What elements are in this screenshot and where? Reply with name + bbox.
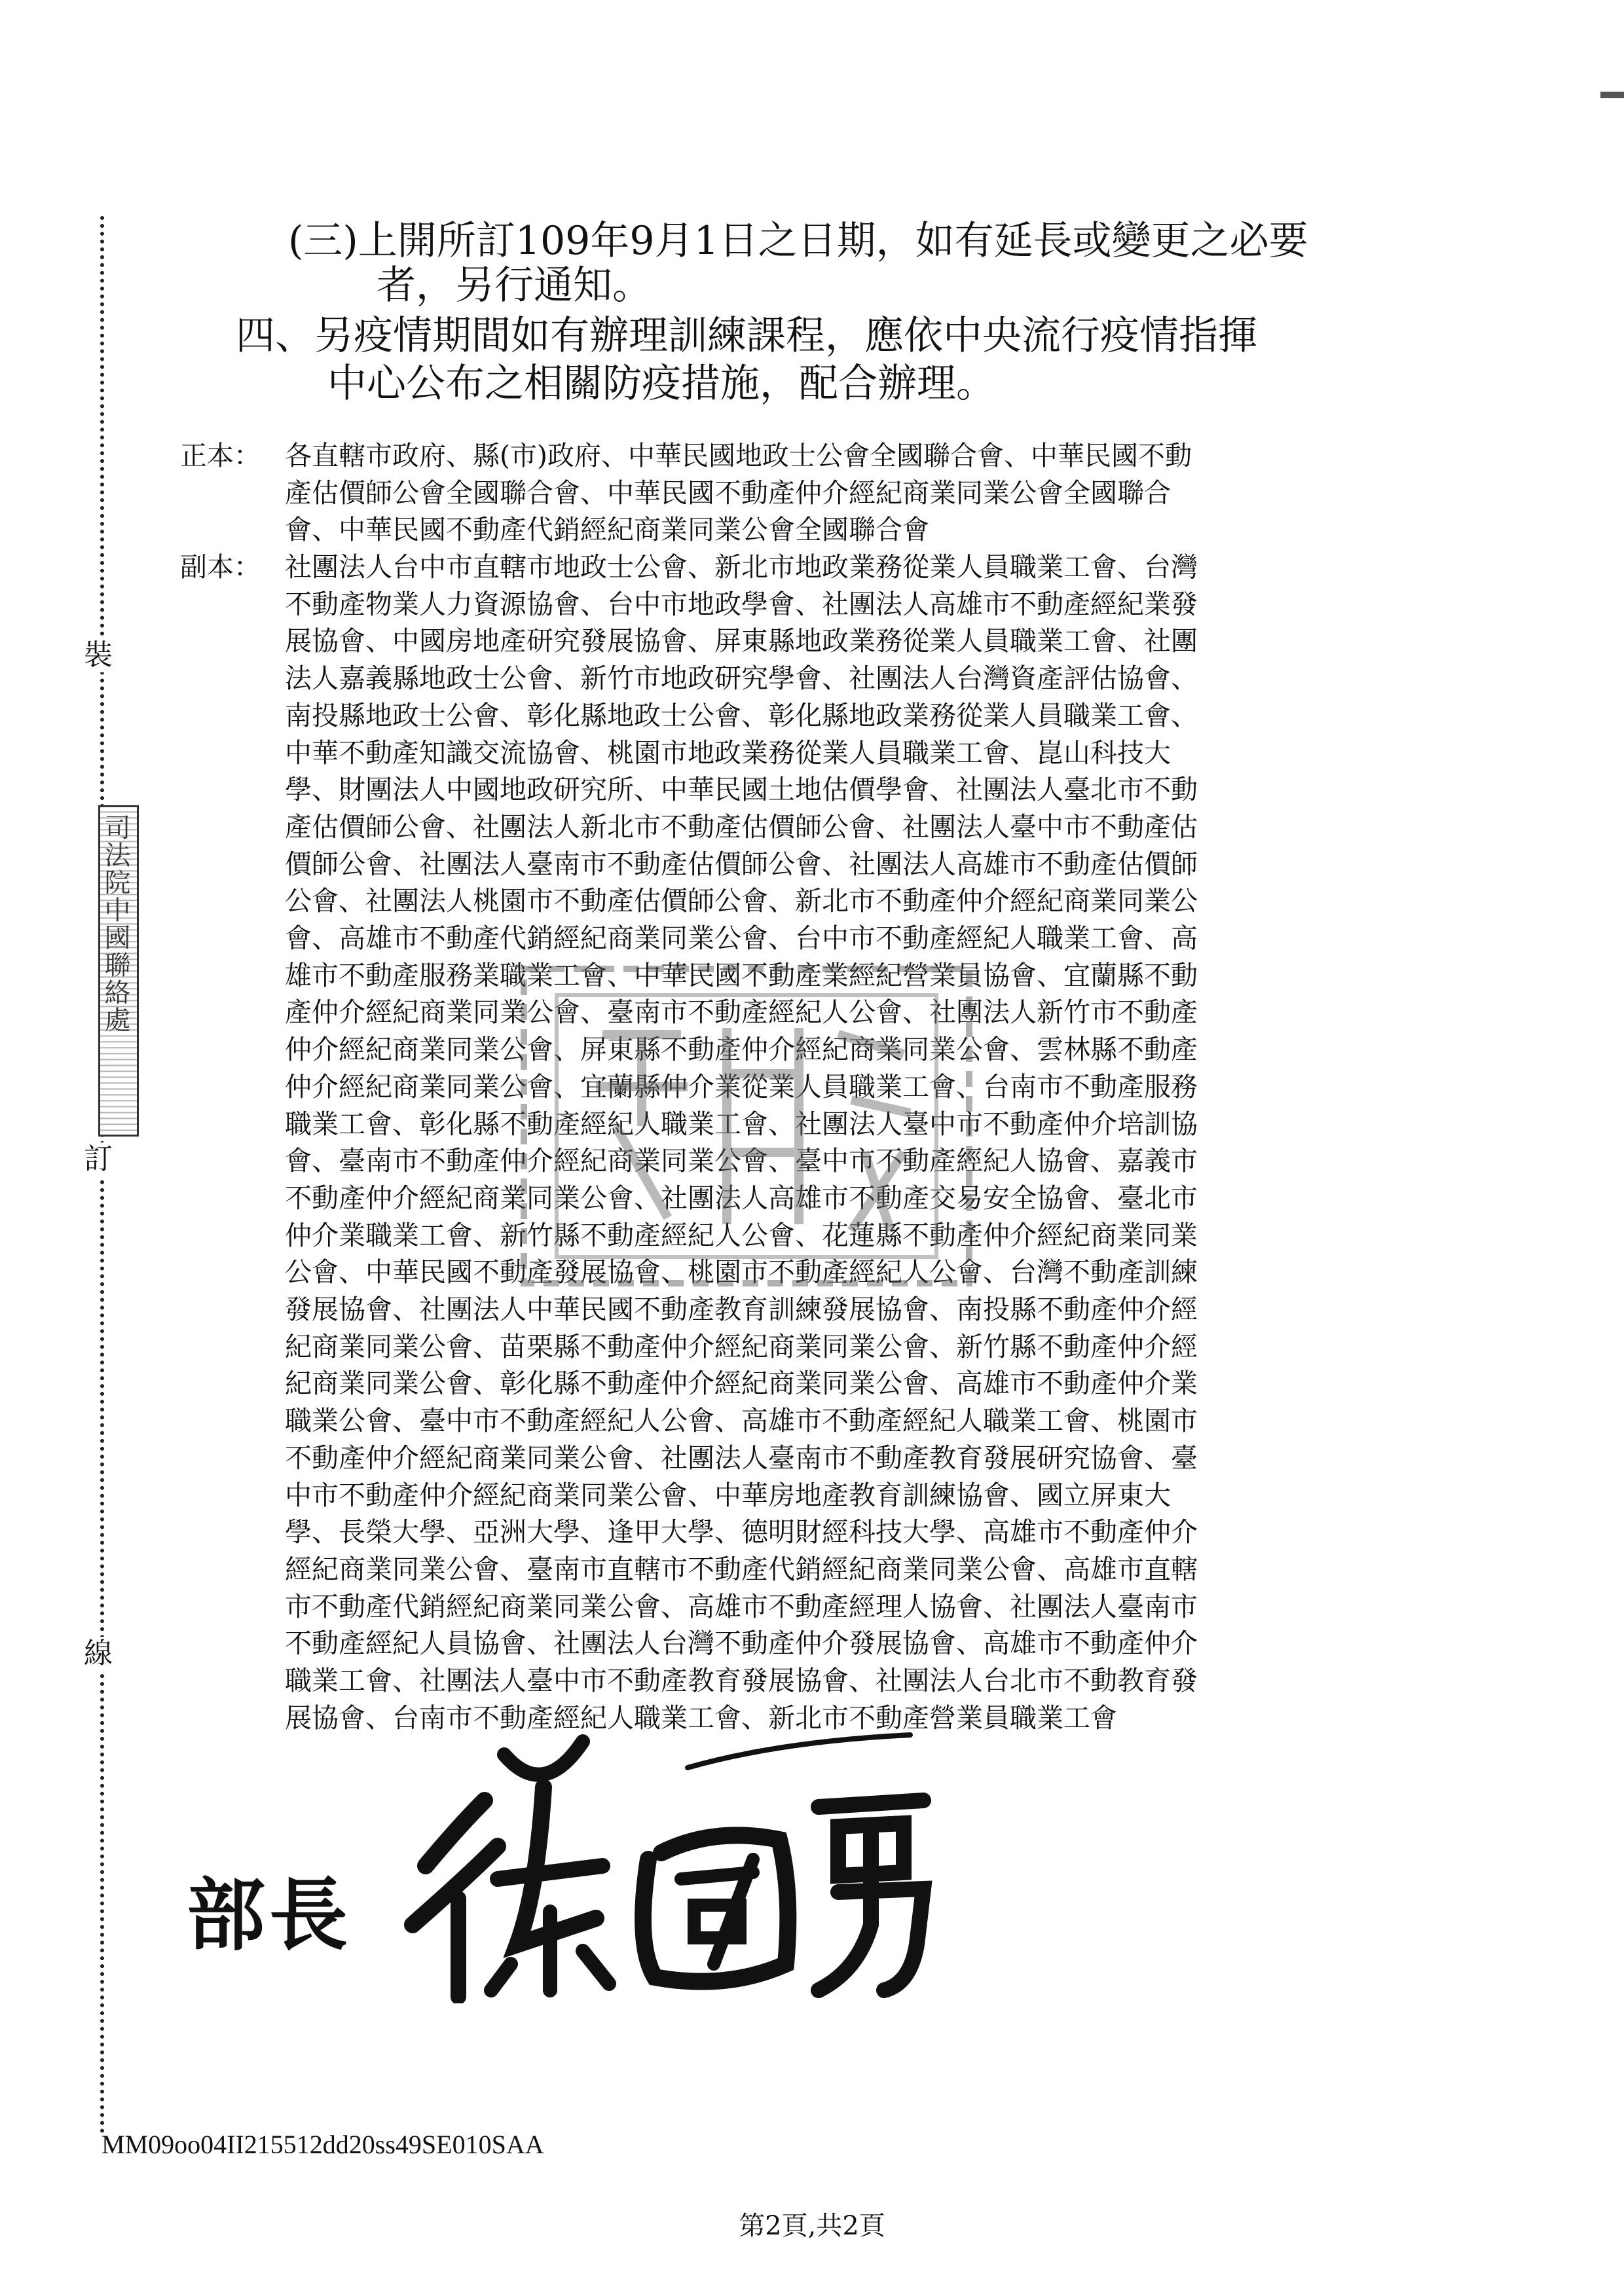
- copy-recipients-line: 市不動產代銷經紀商業同業公會、高雄市不動產經理人協會、社團法人臺南市: [285, 1590, 1198, 1622]
- copy-recipients-line: 產仲介經紀商業同業公會、臺南市不動產經紀人公會、社團法人新竹市不動產: [285, 996, 1198, 1029]
- copy-recipients-line: 不動產仲介經紀商業同業公會、社團法人高雄市不動產交易安全協會、臺北市: [285, 1182, 1198, 1214]
- copy-recipients-line: 中華不動產知識交流協會、桃園市地政業務從業人員職業工會、崑山科技大: [285, 737, 1171, 769]
- copy-recipients-line: 仲介經紀商業同業公會、宜蘭縣仲介業從業人員職業工會、台南市不動產服務: [285, 1070, 1198, 1102]
- copy-recipients-line: 雄市不動產服務業職業工會、中華民國不動產業經紀營業員協會、宜蘭縣不動: [285, 959, 1198, 991]
- page-number: 第2頁,共2頁: [739, 2211, 885, 2241]
- copy-recipients-label: 副本：: [180, 551, 261, 583]
- copy-recipients-line: 學、長榮大學、亞洲大學、逢甲大學、德明財經科技大學、高雄市不動產仲介: [285, 1516, 1198, 1548]
- copy-recipients-line: 不動產仲介經紀商業同業公會、社團法人臺南市不動產教育發展研究協會、臺: [285, 1442, 1198, 1474]
- copy-recipients-line: 不動產物業人力資源協會、台中市地政學會、社團法人高雄市不動產經紀業發: [285, 588, 1198, 620]
- copy-recipients-line: 紀商業同業公會、苗栗縣不動產仲介經紀商業同業公會、新竹縣不動產仲介經: [285, 1330, 1198, 1362]
- copy-recipients-line: 發展協會、社團法人中華民國不動產教育訓練發展協會、南投縣不動產仲介經: [285, 1294, 1198, 1326]
- signature-title: 部長: [187, 1870, 352, 1961]
- item-4-line-1: 四、另疫情期間如有辦理訓練課程，應依中央流行疫情指揮: [236, 313, 1257, 359]
- copy-recipients-line: 職業工會、彰化縣不動產經紀人職業工會、社團法人臺中市不動產仲介培訓協: [285, 1108, 1198, 1140]
- copy-recipients-line: 社團法人台中市直轄市地政士公會、新北市地政業務從業人員職業工會、台灣: [285, 551, 1198, 583]
- main-recipients-line: 各直轄市政府、縣(市)政府、中華民國地政士公會全國聯合會、中華民國不動: [285, 440, 1192, 471]
- copy-recipients-line: 會、臺南市不動產仲介經紀商業同業公會、臺中市不動產經紀人協會、嘉義市: [285, 1145, 1198, 1177]
- copy-recipients-line: 公會、社團法人桃園市不動產估價師公會、新北市不動產仲介經紀商業同業公: [285, 885, 1198, 917]
- side-receipt-stamp: [98, 805, 139, 1137]
- copy-recipients-line: 職業工會、社團法人臺中市不動產教育發展協會、社團法人台北市不動教育發: [285, 1665, 1198, 1697]
- binding-mark-xian: 線: [84, 1637, 113, 1670]
- copy-recipients-line: 法人嘉義縣地政士公會、新竹市地政研究學會、社團法人台灣資產評估協會、: [285, 663, 1198, 695]
- binding-mark-ding: 訂: [84, 1142, 113, 1176]
- main-recipients-body: [285, 437, 1575, 549]
- copy-recipients-line: 展協會、台南市不動產經紀人職業工會、新北市不動產營業員職業工會: [285, 1702, 1117, 1734]
- corner-mark: [1600, 92, 1624, 98]
- item-3-line-2: 者，另行通知。: [377, 263, 652, 308]
- document-barcode-text: MM09oo04II215512dd20ss49SE010SAA: [101, 2130, 544, 2159]
- copy-recipients-line: 展協會、中國房地產研究發展協會、屏東縣地政業務從業人員職業工會、社團: [285, 625, 1198, 657]
- copy-recipients-line: 中市不動產仲介經紀商業同業公會、中華房地產教育訓練協會、國立屏東大: [285, 1479, 1171, 1511]
- main-recipients-line: 會、中華民國不動產代銷經紀商業同業公會全國聯合會: [285, 514, 929, 546]
- copy-recipients-line: 仲介經紀商業同業公會、屏東縣不動產仲介經紀商業同業公會、雲林縣不動產: [285, 1034, 1198, 1066]
- side-stamp-text: 司法院中國聯絡處: [100, 814, 130, 1034]
- copy-recipients-line: 價師公會、社團法人臺南市不動產估價師公會、社團法人高雄市不動產估價師: [285, 848, 1198, 880]
- copy-recipients-line: 紀商業同業公會、彰化縣不動產仲介經紀商業同業公會、高雄市不動產仲介業: [285, 1368, 1198, 1400]
- copy-recipients-line: 學、財團法人中國地政研究所、中華民國土地估價學會、社團法人臺北市不動: [285, 774, 1198, 806]
- copy-recipients-line: 經紀商業同業公會、臺南市直轄市不動產代銷經紀商業同業公會、高雄市直轄: [285, 1553, 1198, 1585]
- binding-mark-zhuang: 裝: [84, 638, 113, 672]
- copy-recipients-line: 南投縣地政士公會、彰化縣地政士公會、彰化縣地政業務從業人員職業工會、: [285, 699, 1198, 731]
- handwritten-signature: [386, 1728, 963, 2003]
- main-recipients-label: 正本：: [180, 440, 261, 471]
- main-recipients-line: 產估價師公會全國聯合會、中華民國不動產仲介經紀商業同業公會全國聯合: [285, 477, 1171, 509]
- item-3-line-1: (三)上開所訂109年9月1日之日期，如有延長或變更之必要: [288, 218, 1308, 264]
- item-4-line-2: 中心公布之相關防疫措施，配合辦理。: [327, 361, 995, 407]
- copy-recipients-line: 職業公會、臺中市不動產經紀人公會、高雄市不動產經紀人職業工會、桃園市: [285, 1405, 1198, 1437]
- copy-recipients-line: 產估價師公會、社團法人新北市不動產估價師公會、社團法人臺中市不動產估: [285, 811, 1198, 843]
- copy-recipients-line: 不動產經紀人員協會、社團法人台灣不動產仲介發展協會、高雄市不動產仲介: [285, 1628, 1198, 1660]
- copy-recipients-line: 仲介業職業工會、新竹縣不動產經紀人公會、花蓮縣不動產仲介經紀商業同業: [285, 1219, 1198, 1251]
- copy-recipients-line: 會、高雄市不動產代銷經紀商業同業公會、台中市不動產經紀人職業工會、高: [285, 922, 1198, 955]
- copy-recipients-line: 公會、中華民國不動產發展協會、桃園市不動產經紀人公會、台灣不動產訓練: [285, 1256, 1198, 1288]
- copy-recipients-body: [285, 549, 1575, 1737]
